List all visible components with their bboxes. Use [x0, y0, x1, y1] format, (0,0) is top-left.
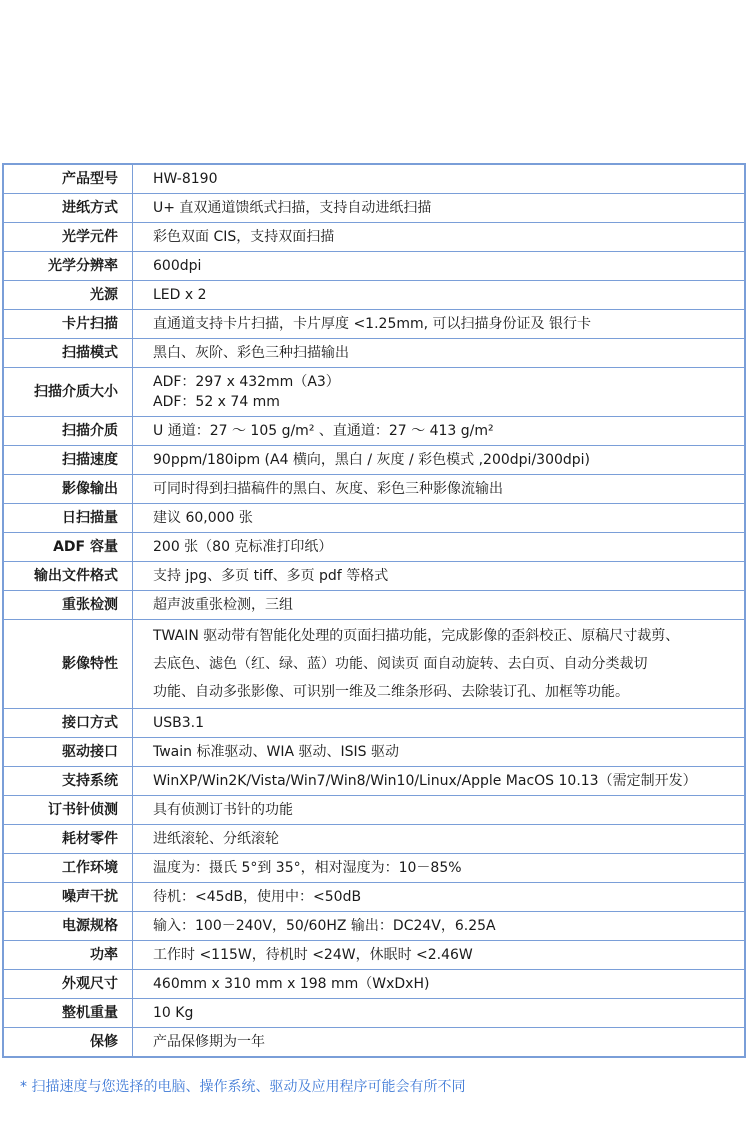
spec-label: 驱动接口 — [3, 738, 133, 767]
spec-value-line: U 通道：27 ～ 105 g/m² 、直通道：27 ～ 413 g/m² — [153, 423, 494, 439]
spec-value-line: ADF：297 x 432mm（A3） — [153, 374, 340, 390]
spec-value — [133, 475, 746, 504]
spec-row — [3, 912, 745, 941]
spec-value-line: LED x 2 — [153, 287, 207, 303]
spec-value — [133, 339, 746, 368]
spec-value — [133, 562, 746, 591]
spec-value-line: Twain 标准驱动、WIA 驱动、ISIS 驱动 — [153, 744, 399, 760]
spec-row — [3, 825, 745, 854]
spec-row — [3, 1028, 745, 1058]
spec-label: 光学元件 — [3, 223, 133, 252]
spec-value — [133, 368, 746, 417]
spec-label: 扫描介质大小 — [3, 368, 133, 417]
spec-row — [3, 281, 745, 310]
spec-row — [3, 475, 745, 504]
spec-row — [3, 796, 745, 825]
spec-value — [133, 417, 746, 446]
spec-row — [3, 310, 745, 339]
spec-value-line: 建议 60,000 张 — [153, 510, 253, 526]
spec-value — [133, 591, 746, 620]
spec-row — [3, 591, 745, 620]
spec-value-line: 可同时得到扫描稿件的黑白、灰度、彩色三种影像流输出 — [153, 481, 503, 497]
spec-label: 噪声干扰 — [3, 883, 133, 912]
spec-value-line: 产品保修期为一年 — [153, 1034, 265, 1050]
spec-value — [133, 970, 746, 999]
spec-label: 影像特性 — [3, 620, 133, 709]
spec-row — [3, 504, 745, 533]
spec-value-line: 温度为：摄氏 5°到 35°，相对湿度为：10－85% — [153, 860, 462, 876]
spec-label: 电源规格 — [3, 912, 133, 941]
spec-row — [3, 339, 745, 368]
spec-value — [133, 533, 746, 562]
spec-value — [133, 999, 746, 1028]
spec-value-line: 90ppm/180ipm (A4 横向，黑白 / 灰度 / 彩色模式 ,200dpi/300dpi) — [153, 452, 591, 468]
spec-value — [133, 825, 746, 854]
spec-value — [133, 709, 746, 738]
spec-label: 光源 — [3, 281, 133, 310]
spec-label: 扫描介质 — [3, 417, 133, 446]
spec-row — [3, 620, 745, 709]
spec-value — [133, 504, 746, 533]
spec-label: 卡片扫描 — [3, 310, 133, 339]
spec-label: 保修 — [3, 1028, 133, 1058]
spec-row — [3, 738, 745, 767]
spec-label: 产品型号 — [3, 164, 133, 194]
footnote: * 扫描速度与您选择的电脑、操作系统、驱动及应用程序可能会有所不同 — [20, 1079, 466, 1095]
spec-label: 工作环境 — [3, 854, 133, 883]
spec-label: 日扫描量 — [3, 504, 133, 533]
spec-row — [3, 562, 745, 591]
spec-value — [133, 446, 746, 475]
spec-label: 接口方式 — [3, 709, 133, 738]
spec-value — [133, 912, 746, 941]
spec-value-line: 功能、自动多张影像、可识别一维及二维条形码、去除装订孔、加框等功能。 — [153, 684, 629, 700]
spec-label: 重张检测 — [3, 591, 133, 620]
spec-row — [3, 252, 745, 281]
spec-value — [133, 620, 746, 709]
spec-value-line: 超声波重张检测，三组 — [153, 597, 293, 613]
spec-value — [133, 941, 746, 970]
spec-value — [133, 310, 746, 339]
spec-value-line: 进纸滚轮、分纸滚轮 — [153, 831, 279, 847]
spec-value-line: ADF：52 x 74 mm — [153, 394, 280, 410]
spec-value — [133, 281, 746, 310]
spec-row — [3, 941, 745, 970]
spec-row — [3, 223, 745, 252]
spec-value — [133, 854, 746, 883]
spec-table-body — [3, 164, 745, 1057]
spec-value-line: 彩色双面 CIS，支持双面扫描 — [153, 229, 335, 245]
spec-value-line: 直通道支持卡片扫描，卡片厚度 <1.25mm, 可以扫描身份证及 银行卡 — [153, 316, 591, 332]
spec-value-line: 输入：100－240V，50/60HZ 输出：DC24V，6.25A — [153, 918, 496, 934]
spec-label: 扫描速度 — [3, 446, 133, 475]
spec-value-line: 10 Kg — [153, 1005, 194, 1021]
spec-label: 外观尺寸 — [3, 970, 133, 999]
spec-row — [3, 767, 745, 796]
spec-value-line: TWAIN 驱动带有智能化处理的页面扫描功能，完成影像的歪斜校正、原稿尺寸裁剪、 — [153, 628, 680, 644]
spec-row — [3, 446, 745, 475]
spec-row — [3, 970, 745, 999]
spec-value-line: 支持 jpg、多页 tiff、多页 pdf 等格式 — [153, 568, 389, 584]
spec-value-line: U+ 直双通道馈纸式扫描，支持自动进纸扫描 — [153, 200, 432, 216]
spec-value — [133, 164, 746, 194]
spec-label: 订书针侦测 — [3, 796, 133, 825]
spec-value-line: 460mm x 310 mm x 198 mm（WxDxH) — [153, 976, 430, 992]
spec-row — [3, 883, 745, 912]
spec-label: 耗材零件 — [3, 825, 133, 854]
spec-value — [133, 767, 746, 796]
spec-label: 支持系统 — [3, 767, 133, 796]
spec-value-line: 待机：<45dB，使用中：<50dB — [153, 889, 362, 905]
spec-value — [133, 738, 746, 767]
spec-value — [133, 252, 746, 281]
spec-row — [3, 368, 745, 417]
spec-value — [133, 1028, 746, 1058]
spec-value-line: 具有侦测订书针的功能 — [153, 802, 293, 818]
spec-value — [133, 796, 746, 825]
spec-value-line: 工作时 <115W，待机时 <24W，休眠时 <2.46W — [153, 947, 473, 963]
spec-label: 进纸方式 — [3, 194, 133, 223]
spec-row — [3, 164, 745, 194]
spec-label: 光学分辨率 — [3, 252, 133, 281]
spec-value-line: 600dpi — [153, 258, 202, 274]
spec-value-line: WinXP/Win2K/Vista/Win7/Win8/Win10/Linux/Apple MacOS 10.13（需定制开发） — [153, 773, 697, 789]
spec-value-line: 200 张（80 克标准打印纸） — [153, 539, 333, 555]
spec-table — [2, 163, 746, 1058]
spec-row — [3, 854, 745, 883]
spec-label: 影像输出 — [3, 475, 133, 504]
spec-value — [133, 223, 746, 252]
spec-row — [3, 999, 745, 1028]
spec-label: ADF 容量 — [3, 533, 133, 562]
spec-value-line: 去底色、滤色（红、绿、蓝）功能、阅读页 面自动旋转、去白页、自动分类裁切 — [153, 656, 648, 672]
spec-value — [133, 194, 746, 223]
spec-value-line: 黑白、灰阶、彩色三种扫描输出 — [153, 345, 349, 361]
spec-value — [133, 883, 746, 912]
spec-row — [3, 194, 745, 223]
spec-row — [3, 709, 745, 738]
spec-value-line: USB3.1 — [153, 715, 205, 731]
spec-row — [3, 417, 745, 446]
spec-row — [3, 533, 745, 562]
spec-label: 整机重量 — [3, 999, 133, 1028]
spec-value-line: HW-8190 — [153, 171, 218, 187]
spec-label: 功率 — [3, 941, 133, 970]
spec-label: 扫描模式 — [3, 339, 133, 368]
spec-label: 输出文件格式 — [3, 562, 133, 591]
